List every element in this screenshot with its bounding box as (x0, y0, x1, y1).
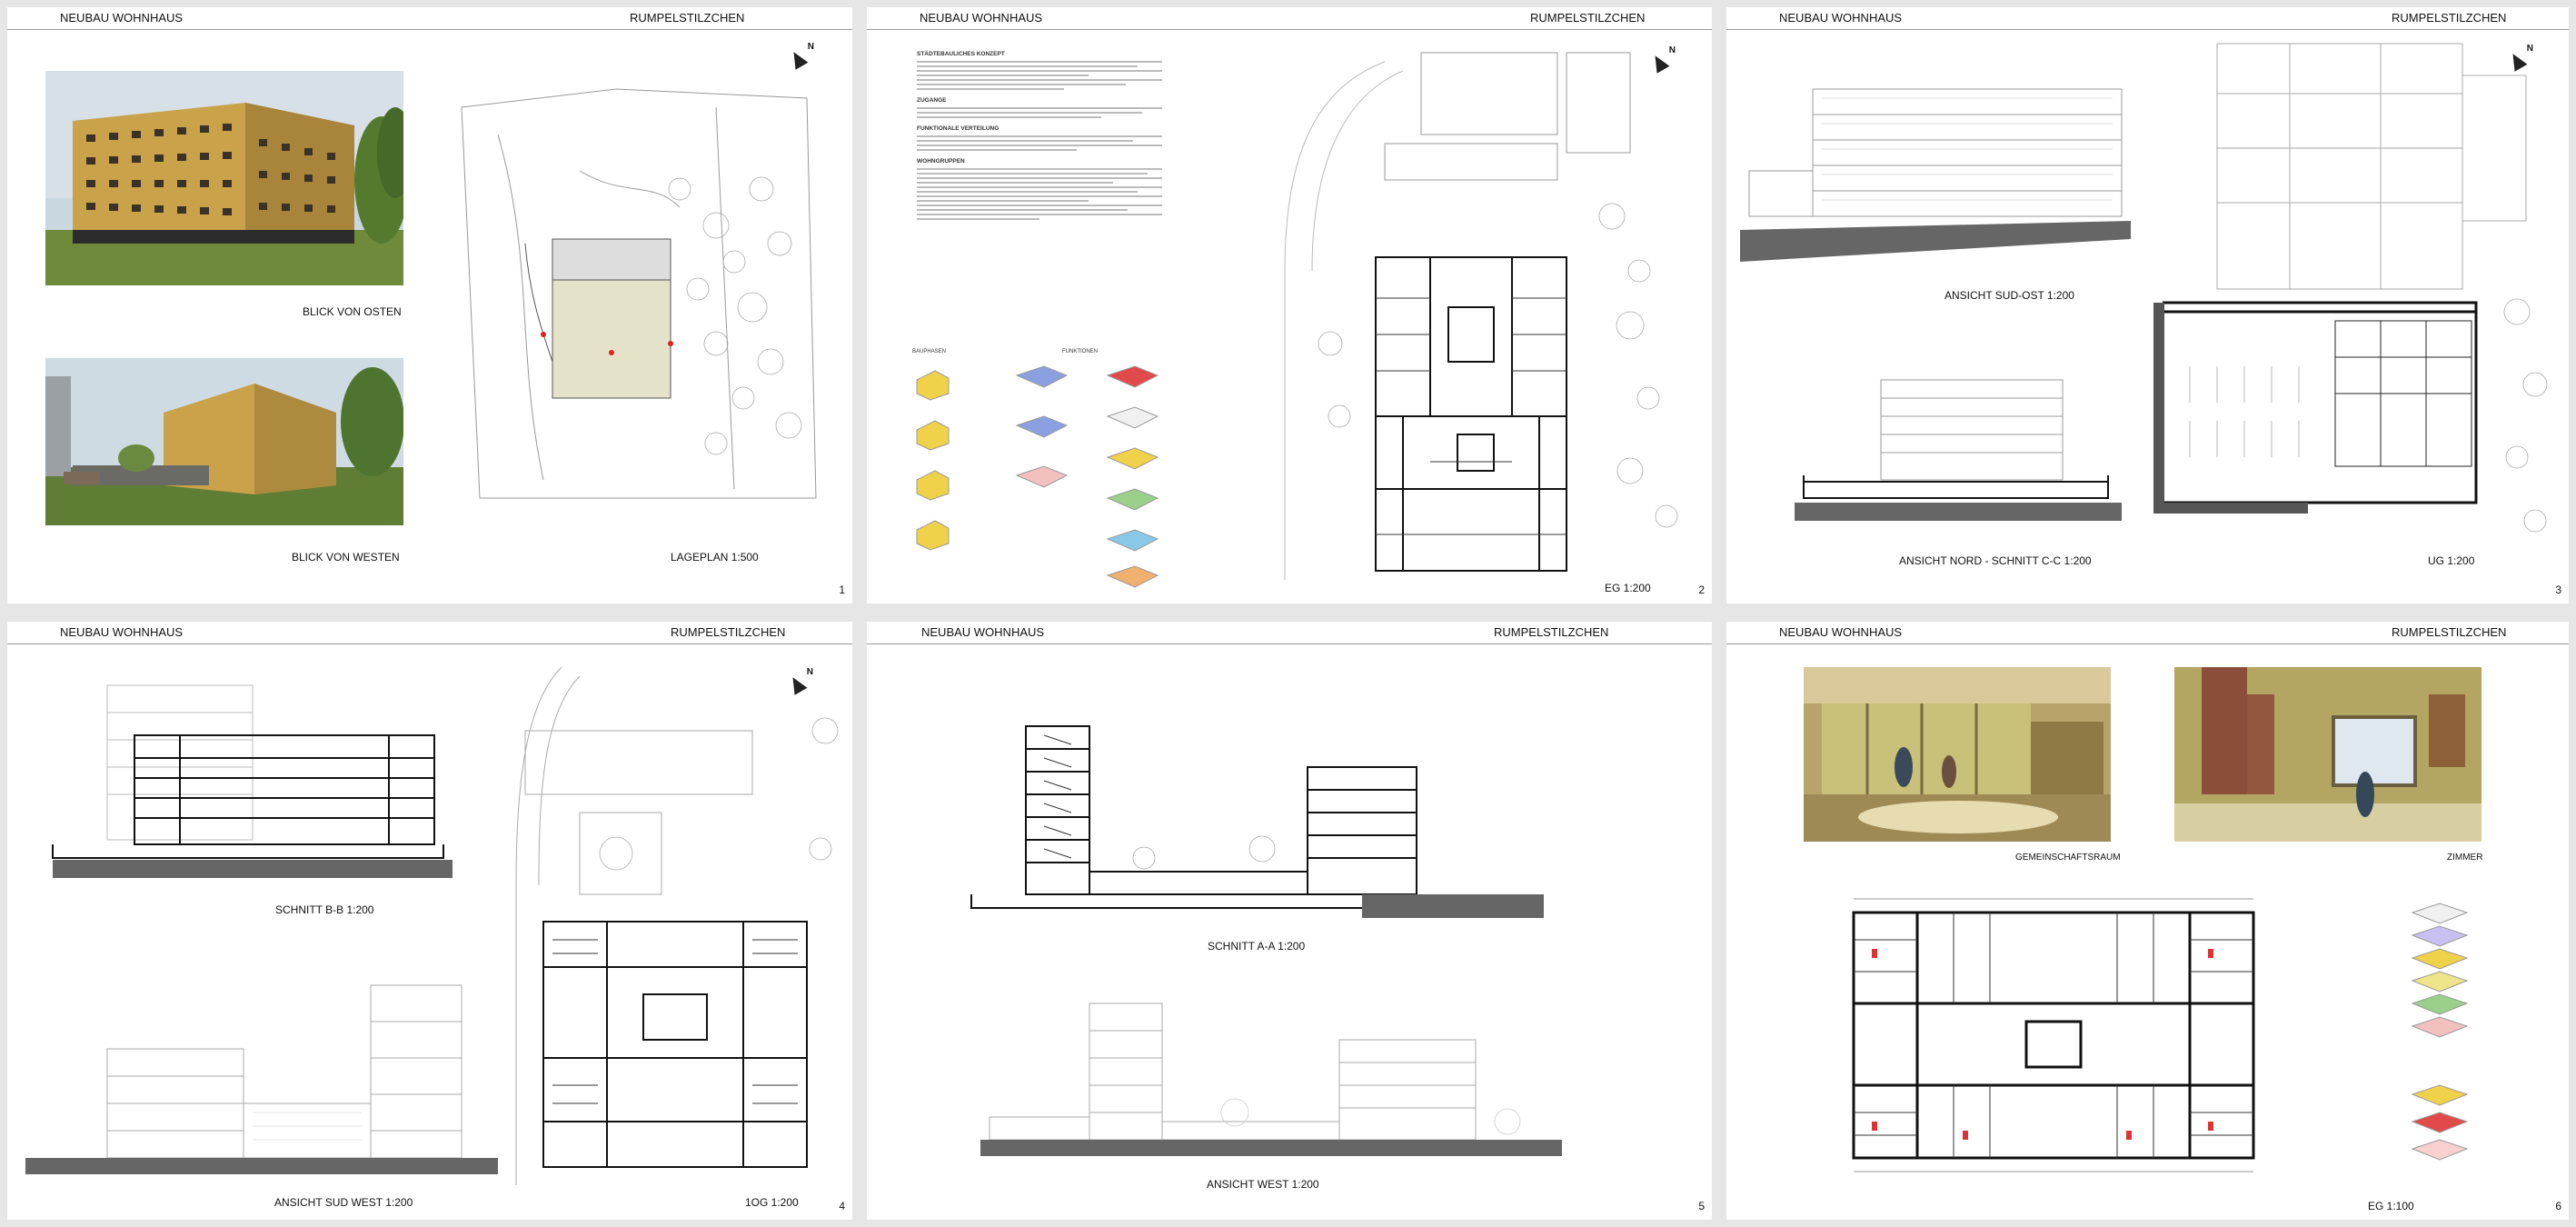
north-arrow-icon: N (786, 667, 813, 700)
label-view-west: BLICK VON WESTEN (292, 551, 400, 564)
label-elevation-se: ANSICHT SUD-OST 1:200 (1944, 289, 2074, 302)
project-title: NEUBAU WOHNHAUS (60, 625, 184, 639)
room-diagrams (2403, 894, 2549, 1185)
site-plan-drawing (443, 80, 825, 507)
label-room: ZIMMER (2447, 853, 2483, 863)
sheet-header (7, 9, 852, 30)
project-title: NEUBAU WOHNHAUS (920, 11, 1043, 25)
concept-text (917, 44, 1162, 223)
project-name: RUMPELSTILZCHEN (671, 625, 786, 639)
project-title: NEUBAU WOHNHAUS (1779, 625, 1903, 639)
project-name: RUMPELSTILZCHEN (2392, 11, 2507, 25)
sheet-header (1726, 623, 2569, 644)
page-number: 1 (839, 584, 845, 596)
label-elevation-sw: ANSICHT SUD WEST 1:200 (274, 1196, 413, 1209)
project-name: RUMPELSTILZCHEN (630, 11, 745, 25)
north-arrow-icon: N (787, 42, 814, 75)
label-basement: UG 1:200 (2428, 554, 2475, 567)
project-title: NEUBAU WOHNHAUS (1779, 11, 1903, 25)
sheet-1 (7, 7, 852, 604)
north-arrow-icon: N (1648, 45, 1676, 78)
sheet-header (867, 9, 1712, 30)
sheet-header (1726, 9, 2569, 30)
label-first-floor: 1OG 1:200 (745, 1196, 799, 1209)
page-number: 6 (2555, 1200, 2561, 1212)
label-ground-floor-100: EG 1:100 (2368, 1200, 2414, 1212)
sheet-2 (867, 7, 1712, 604)
label-elevation-west: ANSICHT WEST 1:200 (1207, 1178, 1319, 1191)
project-title: NEUBAU WOHNHAUS (921, 625, 1045, 639)
sheet-header (867, 623, 1712, 644)
ground-floor-plan-100 (1835, 885, 2272, 1185)
project-name: RUMPELSTILZCHEN (2392, 625, 2507, 639)
sheet-4 (7, 622, 852, 1220)
section-bb (44, 667, 462, 885)
page-number: 4 (839, 1200, 845, 1212)
label-site-plan: LAGEPLAN 1:500 (671, 551, 759, 564)
heading-urban-concept: STÄDTEBAULICHES KONZEPT (917, 51, 1005, 57)
sheet-header (7, 623, 852, 644)
label-common-room: GEMEINSCHAFTSRAUM (2015, 853, 2121, 863)
sheet-6 (1726, 622, 2569, 1220)
label-section-aa: SCHNITT A-A 1:200 (1208, 940, 1306, 953)
project-name: RUMPELSTILZCHEN (1530, 11, 1646, 25)
north-arrow-icon: N (2506, 44, 2533, 76)
heading-functional: FUNKTIONALE VERTEILUNG (917, 125, 1000, 132)
project-title: NEUBAU WOHNHAUS (60, 11, 184, 25)
section-aa (962, 713, 1544, 922)
rendering-room (2174, 667, 2482, 842)
first-floor-plan (498, 649, 843, 1185)
page-number: 3 (2555, 584, 2561, 596)
label-elevation-north: ANSICHT NORD - SCHNITT C-C 1:200 (1899, 554, 2092, 567)
sheet-5 (867, 622, 1712, 1220)
label-ground-floor: EG 1:200 (1605, 582, 1651, 594)
heading-access: ZUGANGE (917, 97, 947, 104)
heading-living-groups: WOHNGRUPPEN (917, 158, 965, 165)
elevation-southeast (1740, 71, 2131, 266)
label-section-bb: SCHNITT B-B 1:200 (275, 903, 374, 916)
label-phases: BAUPHASEN (912, 349, 947, 354)
label-view-east: BLICK VON OSTEN (303, 305, 402, 318)
sheet-3 (1726, 7, 2569, 604)
page-number: 5 (1698, 1200, 1705, 1212)
rendering-west (45, 358, 403, 525)
rendering-east (45, 71, 403, 285)
phase-diagrams (908, 362, 1208, 589)
elevation-west (962, 985, 1562, 1167)
elevation-southwest (25, 967, 498, 1176)
page-number: 2 (1698, 584, 1705, 596)
label-functions: FUNKTIONEN (1062, 349, 1098, 354)
project-name: RUMPELSTILZCHEN (1494, 625, 1609, 639)
elevation-north-section-cc (1795, 371, 2131, 525)
rendering-common-room (1804, 667, 2111, 842)
basement-plan (2153, 39, 2562, 548)
ground-floor-plan (1248, 35, 1703, 580)
